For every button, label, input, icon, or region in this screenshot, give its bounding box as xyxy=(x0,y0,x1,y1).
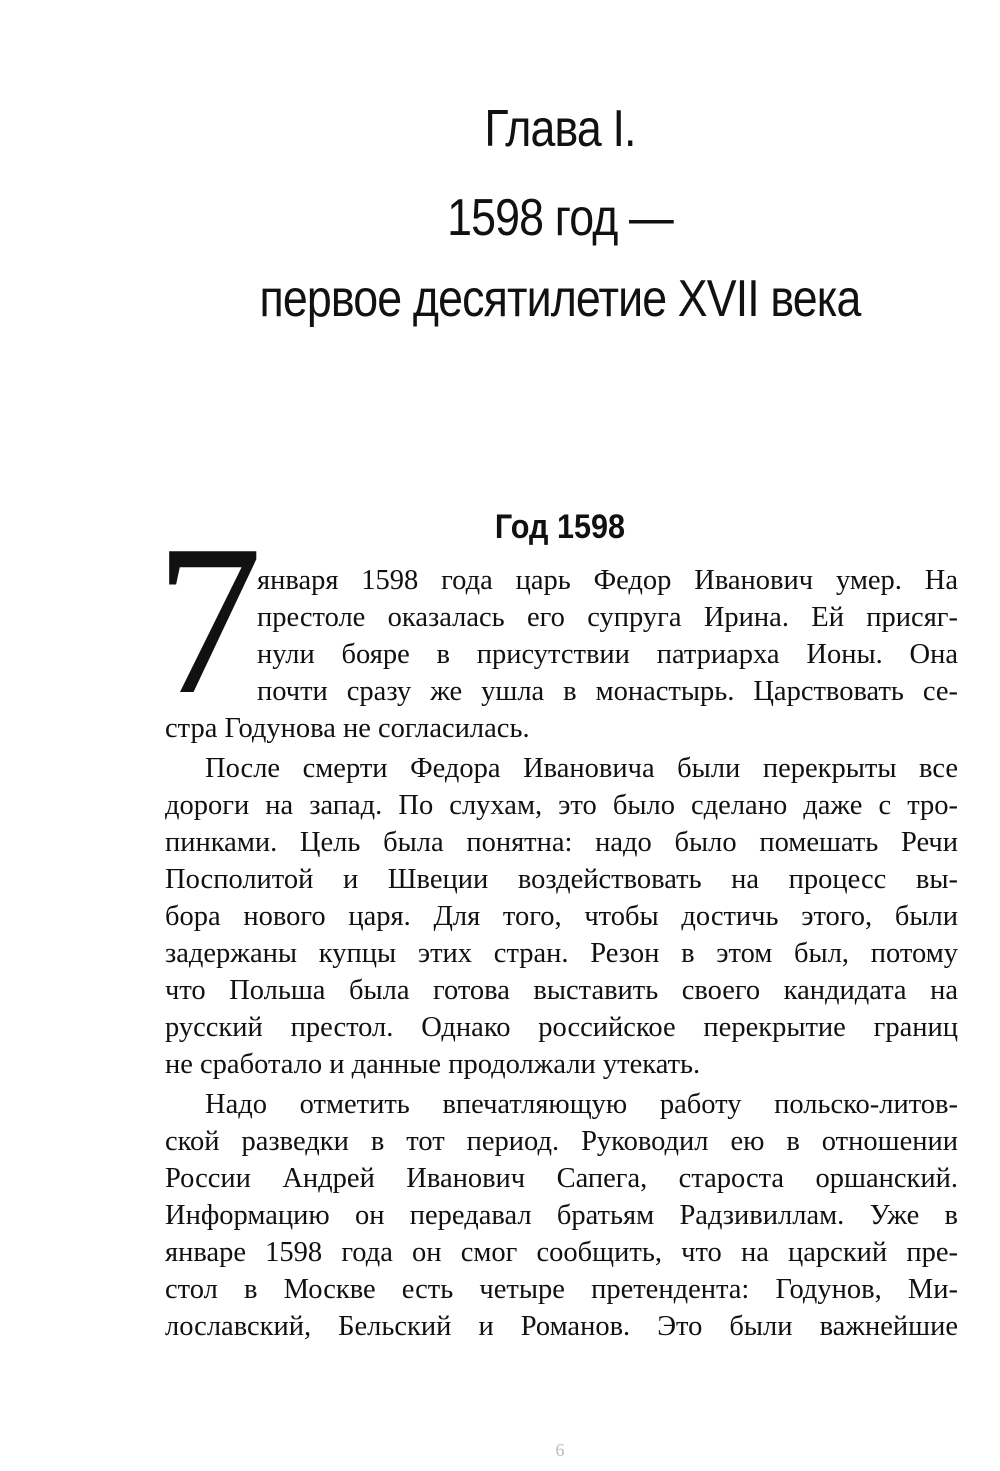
chapter-title-line-1: Глава I. xyxy=(484,100,636,158)
body-line: престоле оказалась его супруга Ирина. Ей присяг- xyxy=(257,602,958,633)
drop-cap: 7 xyxy=(155,500,263,739)
section-heading: Год 1598 xyxy=(494,508,626,546)
body-line: России Андрей Иванович Сапега, староста оршанский. xyxy=(165,1163,958,1194)
body-line: января 1598 года царь Федор Иванович умер. На xyxy=(257,565,958,596)
body-line: пинками. Цель была понятна: надо было помешать Речи xyxy=(165,827,958,858)
chapter-title-line-3: первое десятилетие XVII века xyxy=(259,270,861,328)
body-line: нули бояре в присутствии патриарха Ионы. Она xyxy=(257,639,958,670)
chapter-title-line-2: 1598 год — xyxy=(447,189,673,247)
body-line: После смерти Федора Ивановича были перекрыты все xyxy=(205,753,958,784)
body-line: Надо отметить впечатляющую работу польско-литов- xyxy=(205,1089,958,1120)
body-line: не сработало и данные продолжали утекать. xyxy=(165,1049,701,1080)
body-line: январе 1598 года он смог сообщить, что на царский пре- xyxy=(165,1237,958,1268)
body-line: стра Годунова не согласилась. xyxy=(165,713,530,744)
body-line: что Польша была готова выставить своего кандидата на xyxy=(165,975,958,1006)
body-line: почти сразу же ушла в монастырь. Царствовать се- xyxy=(257,676,958,707)
body-line: стол в Москве есть четыре претендента: Годунов, Ми- xyxy=(165,1274,958,1305)
body-line: Информацию он передавал братьям Радзивиллам. Уже в xyxy=(165,1200,958,1231)
body-line: дороги на запад. По слухам, это было сделано даже с тро- xyxy=(165,790,958,821)
body-line: Посполитой и Швеции воздействовать на процесс вы- xyxy=(165,864,958,895)
body-line: русский престол. Однако российское перекрытие границ xyxy=(165,1012,958,1043)
body-line: лославский, Бельский и Романов. Это были важнейшие xyxy=(165,1311,958,1342)
body-line: задержаны купцы этих стран. Резон в этом был, потому xyxy=(165,938,958,969)
body-line: бора нового царя. Для того, чтобы достичь этого, были xyxy=(165,901,958,932)
page-number: 6 xyxy=(555,1440,565,1460)
body-line: ской разведки в тот период. Руководил ею в отношении xyxy=(165,1126,958,1157)
